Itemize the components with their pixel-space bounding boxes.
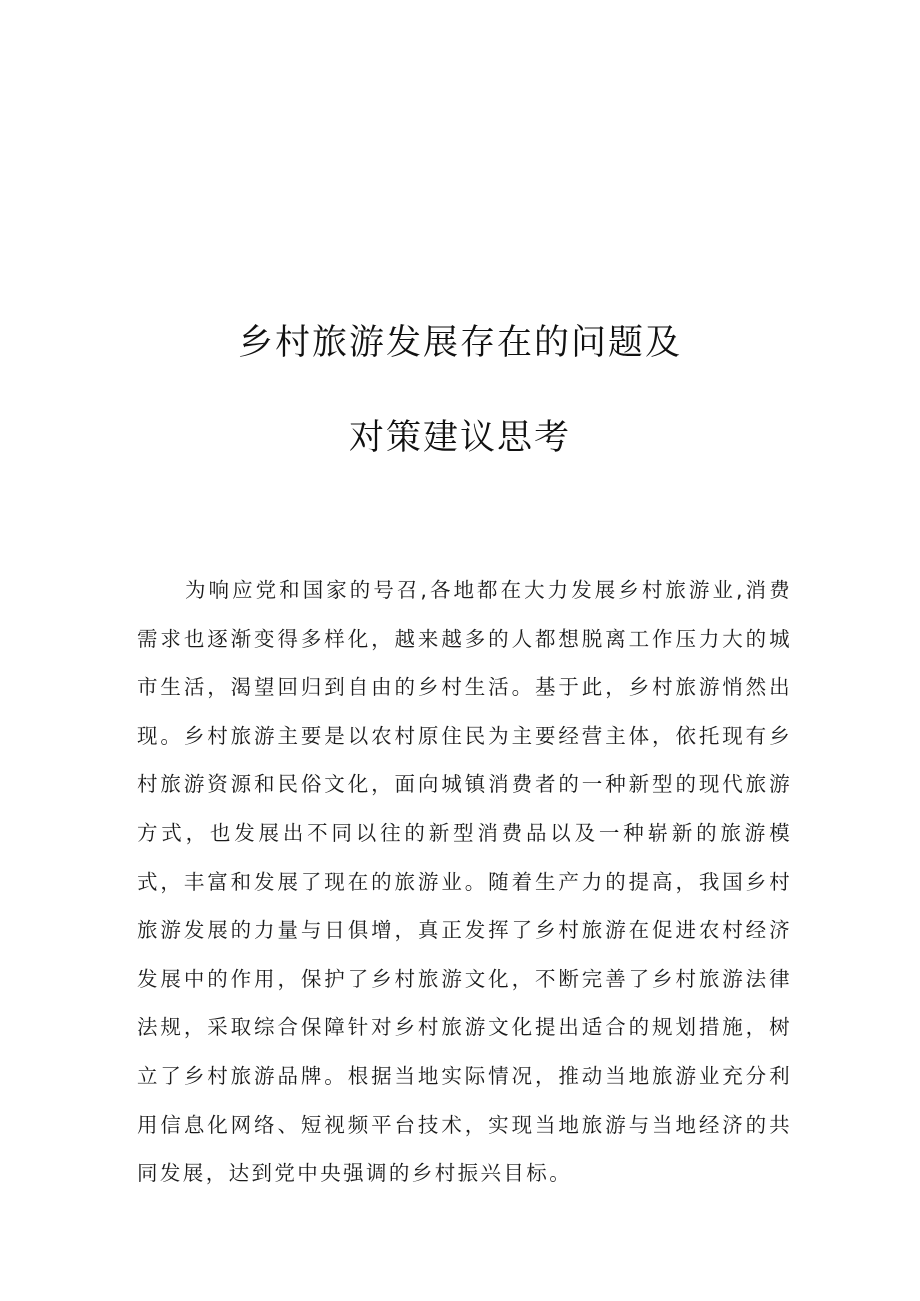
document-title-line-2: 对策建议思考: [348, 418, 571, 458]
document-title-line-1: 乡村旅游发展存在的问题及: [237, 323, 682, 363]
body-paragraph: 为响应党和国家的号召,各地都在大力发展乡村旅游业,消费需求也逐渐变得多样化，越来越多的人都想脱离工作压力大的城市生活，渴望回归到自由的乡村生活。基于此，乡村旅游悄然出现。乡村旅游主要是以农村原住民为主要经营主体，依托现有乡村旅游资源和民俗文化，面向城镇消费者的一种新型的现代旅游方式，也发展出不同以往的新型消费品以及一种崭新的旅游模式，丰富和发展了现在的旅游业。随着生产力的提高，我国乡村旅游发展的力量与日俱增，真正发挥了乡村旅游在促进农村经济发展中的作用，保护了乡村旅游文化，不断完善了乡村旅游法律法规，采取综合保障针对乡村旅游文化提出适合的规划措施，树立了乡村旅游品牌。根据当地实际情况，推动当地旅游业充分利用信息化网络、短视频平台技术，实现当地旅游与当地经济的共同发展，达到党中央强调的乡村振兴目标。: [137, 578, 792, 1186]
